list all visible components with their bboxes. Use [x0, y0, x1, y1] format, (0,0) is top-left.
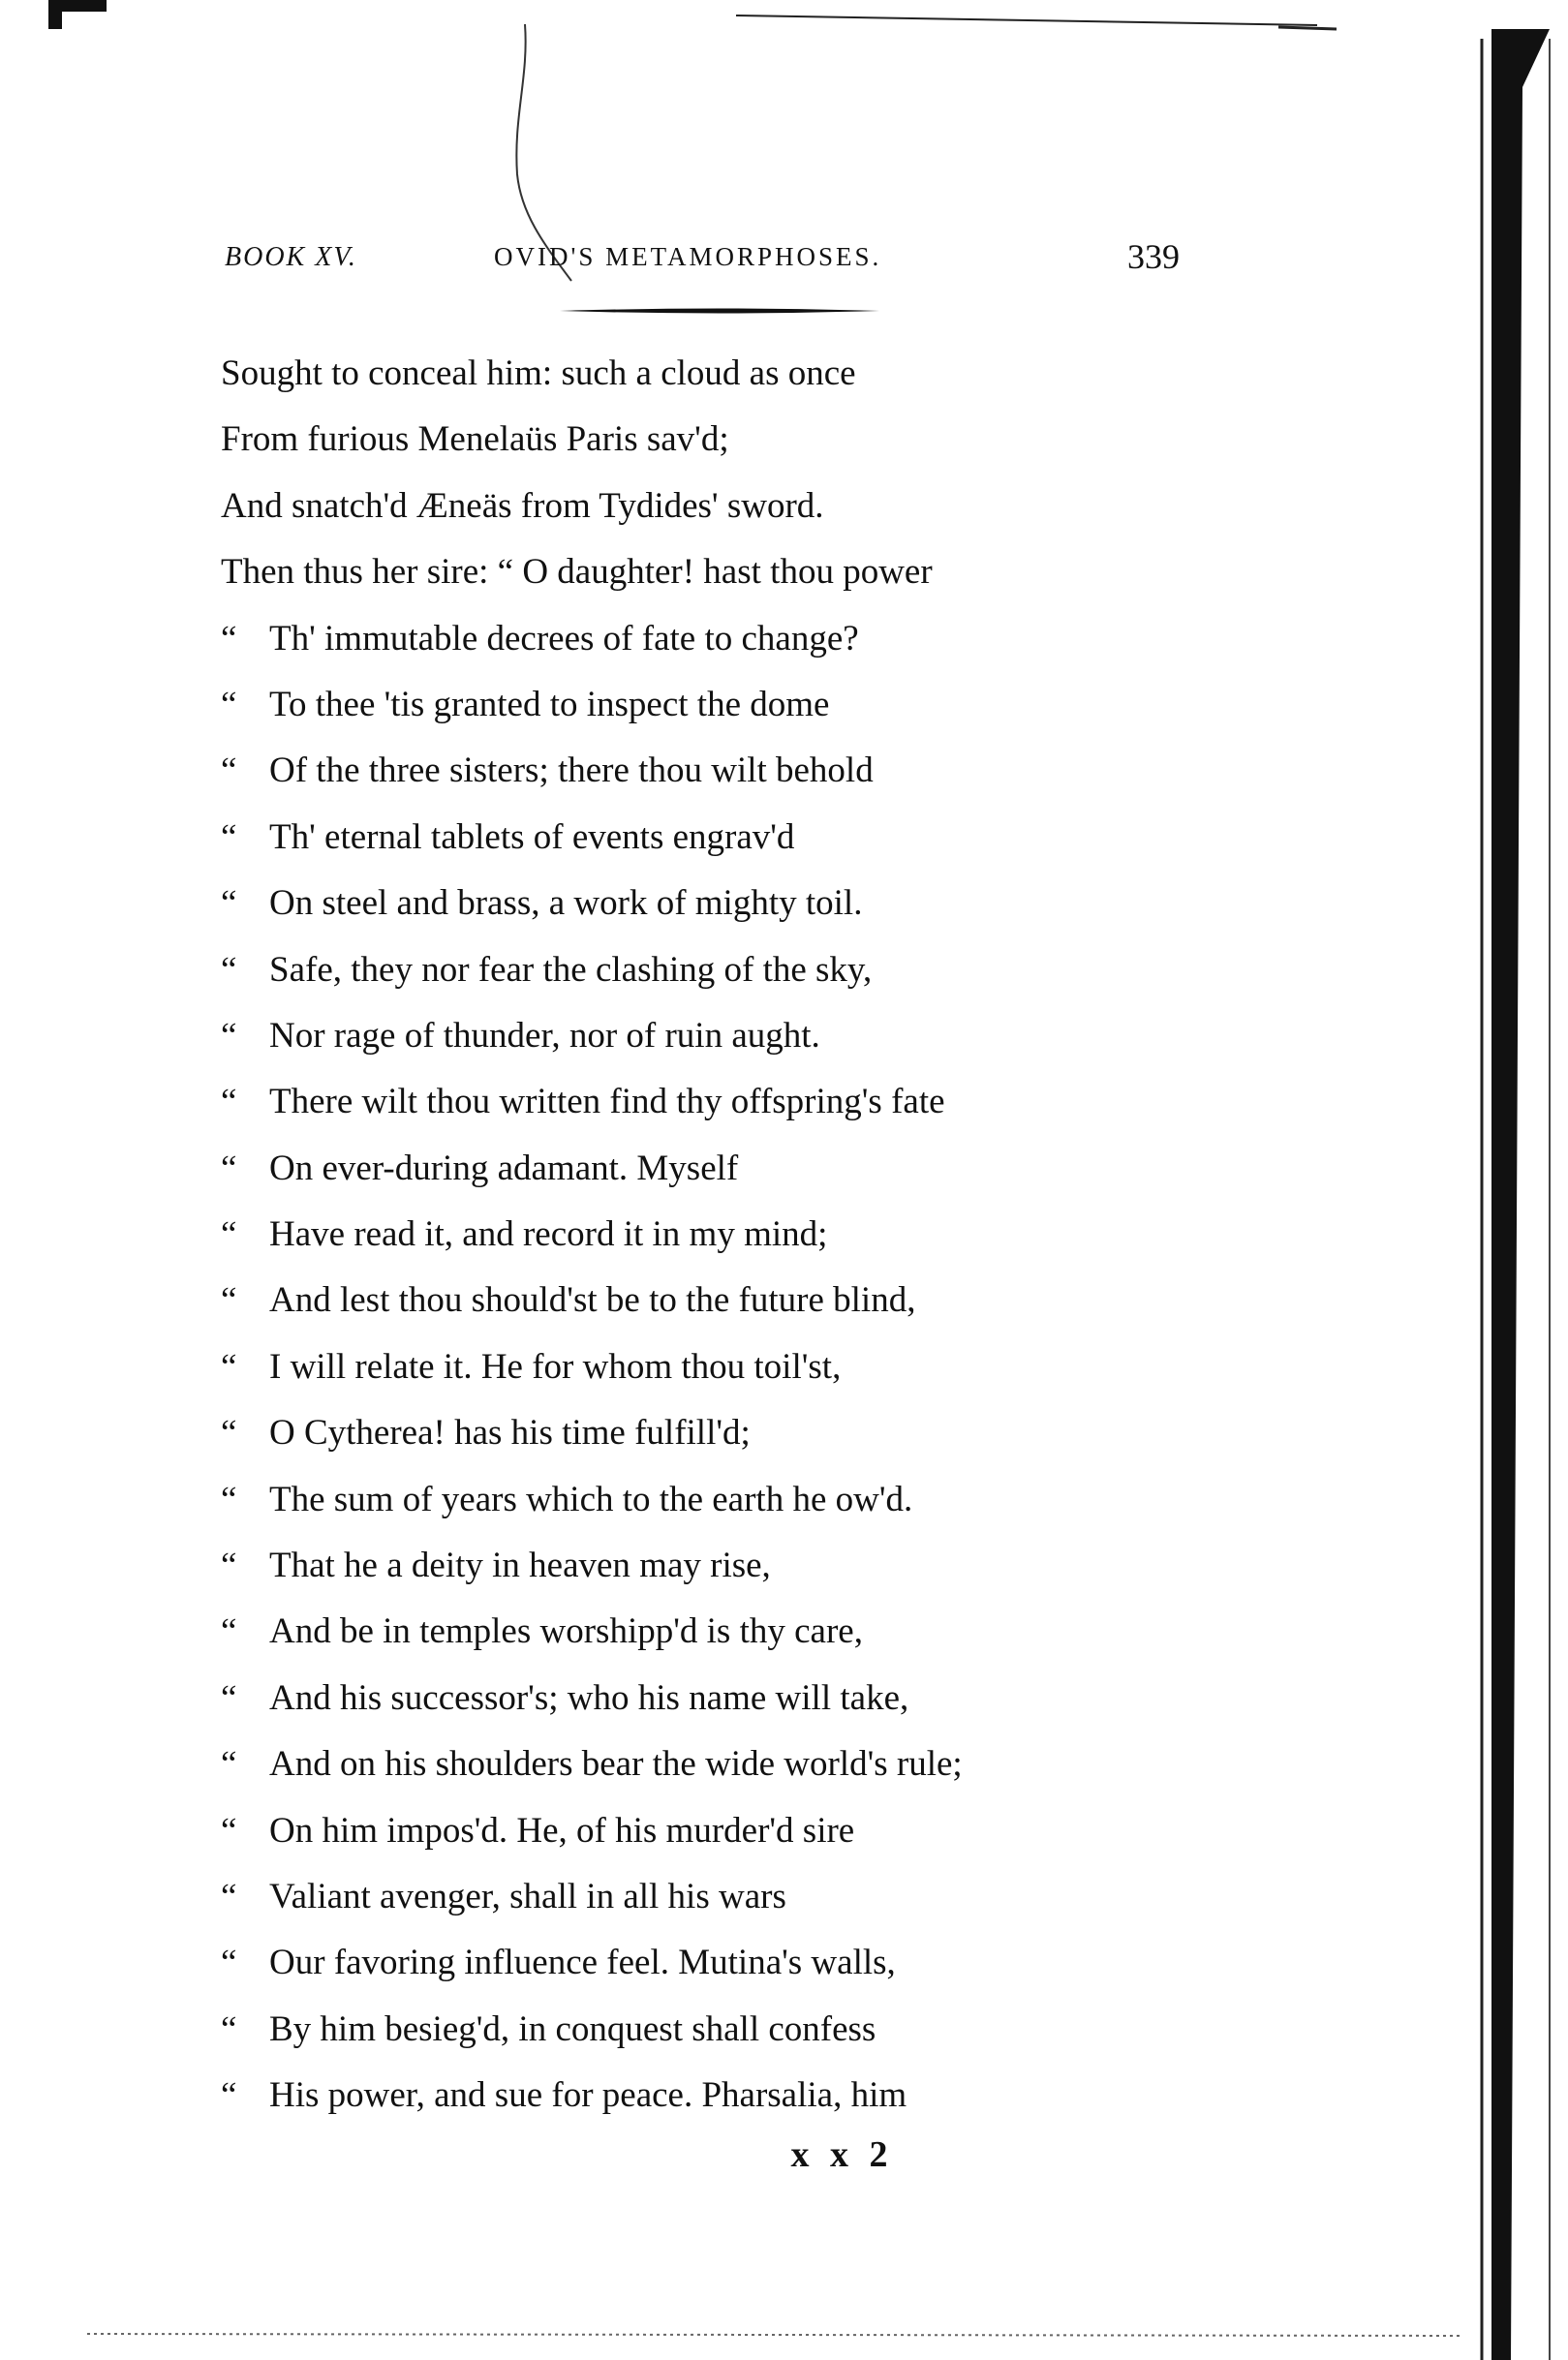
verse-line	[221, 1400, 1189, 1466]
verse-line	[221, 1467, 1189, 1533]
quotation-mark: “	[221, 1015, 237, 1056]
verse-line-text: And be in temples worshipp'd is thy care,	[269, 1611, 863, 1652]
verse-line	[221, 1930, 1189, 1996]
verse-line	[221, 1334, 1189, 1400]
running-header	[0, 237, 1568, 291]
verse-line	[221, 1533, 1189, 1599]
verse-line	[221, 1268, 1189, 1333]
quotation-mark: “	[221, 1413, 237, 1454]
top-edge-rule	[736, 12, 1337, 41]
verse-line-text: Th' immutable decrees of fate to change?	[269, 618, 859, 659]
verse-line	[221, 539, 1189, 605]
verse-line-text: And on his shoulders bear the wide world's rule;	[269, 1744, 963, 1785]
verse-line-text: O Cytherea! has his time fulfill'd;	[269, 1413, 751, 1454]
quotation-mark: “	[221, 2075, 237, 2116]
verse-line-text: And his successor's; who his name will take,	[269, 1677, 909, 1718]
verse-line-text: His power, and sue for peace. Pharsalia, him	[269, 2075, 907, 2116]
verse-line	[221, 1003, 1189, 1069]
corner-bracket-mark	[48, 0, 107, 29]
verse-text	[221, 341, 1189, 2130]
quotation-mark: “	[221, 1810, 237, 1851]
quotation-mark: “	[221, 1280, 237, 1321]
quotation-mark: “	[221, 1479, 237, 1519]
verse-line	[221, 672, 1189, 738]
book-number: BOOK XV.	[225, 242, 357, 272]
verse-line	[221, 606, 1189, 672]
verse-line-text: Nor rage of thunder, nor of ruin aught.	[269, 1015, 820, 1056]
verse-line	[221, 738, 1189, 804]
verse-line-text: Our favoring influence feel. Mutina's walls,	[269, 1943, 896, 1983]
quotation-mark: “	[221, 1546, 237, 1586]
verse-line	[221, 1997, 1189, 2063]
verse-line	[221, 1732, 1189, 1797]
verse-line	[221, 1069, 1189, 1135]
quotation-mark: “	[221, 1148, 237, 1188]
verse-line	[221, 1798, 1189, 1864]
verse-line	[221, 1599, 1189, 1665]
quotation-mark: “	[221, 1214, 237, 1255]
page-number: 339	[1127, 237, 1180, 276]
verse-line	[221, 871, 1189, 936]
quotation-mark: “	[221, 751, 237, 791]
verse-line-text: On ever-during adamant. Myself	[269, 1148, 739, 1188]
verse-line-text: Of the three sisters; there thou wilt behold	[269, 751, 874, 791]
verse-line	[221, 1864, 1189, 1930]
quotation-mark: “	[221, 1082, 237, 1122]
running-title: OVID'S METAMORPHOSES.	[494, 242, 882, 271]
verse-line	[221, 341, 1189, 407]
verse-line-text: I will relate it. He for whom thou toil'st,	[269, 1346, 842, 1387]
header-ornamental-rule	[560, 306, 879, 316]
quotation-mark: “	[221, 1346, 237, 1387]
verse-line	[221, 1136, 1189, 1202]
verse-line-text: Safe, they nor fear the clashing of the sky,	[269, 949, 873, 990]
quotation-mark: “	[221, 1876, 237, 1916]
quotation-mark: “	[221, 618, 237, 659]
quotation-mark: “	[221, 883, 237, 924]
quotation-mark: “	[221, 684, 237, 724]
verse-line-text: Valiant avenger, shall in all his wars	[269, 1876, 786, 1916]
quotation-mark: “	[221, 1677, 237, 1718]
verse-line	[221, 1666, 1189, 1732]
verse-line-text: By him besieg'd, in conquest shall confess	[269, 2008, 876, 2049]
verse-line	[221, 805, 1189, 871]
bottom-edge-speckle	[87, 2324, 1462, 2344]
verse-line-text: There wilt thou written find thy offspring's fate	[269, 1082, 945, 1122]
quotation-mark: “	[221, 816, 237, 857]
verse-line-text: And snatch'd Æneäs from Tydides' sword.	[221, 485, 824, 526]
quotation-mark: “	[221, 1611, 237, 1652]
verse-line	[221, 407, 1189, 473]
quotation-mark: “	[221, 949, 237, 990]
verse-line-text: The sum of years which to the earth he ow'd.	[269, 1479, 913, 1519]
verse-line-text: On steel and brass, a work of mighty toil.	[269, 883, 863, 924]
verse-line-text: On him impos'd. He, of his murder'd sire	[269, 1810, 855, 1851]
quotation-mark: “	[221, 1943, 237, 1983]
verse-line-text: Have read it, and record it in my mind;	[269, 1214, 828, 1255]
verse-line-text: Th' eternal tablets of events engrav'd	[269, 816, 795, 857]
verse-line	[221, 474, 1189, 539]
verse-line-text: Sought to conceal him: such a cloud as once	[221, 353, 856, 393]
quotation-mark: “	[221, 2008, 237, 2049]
verse-line	[221, 1202, 1189, 1268]
page-binding-edge	[1453, 0, 1568, 2360]
printer-signature: x x 2	[790, 2134, 894, 2175]
verse-line-text: That he a deity in heaven may rise,	[269, 1546, 771, 1586]
verse-line	[221, 937, 1189, 1003]
verse-line-text: To thee 'tis granted to inspect the dome	[269, 684, 830, 724]
verse-line-text: From furious Menelaüs Paris sav'd;	[221, 419, 729, 460]
verse-line-text: Then thus her sire: “ O daughter! hast thou power	[221, 552, 933, 593]
quotation-mark: “	[221, 1744, 237, 1785]
verse-line	[221, 2063, 1189, 2129]
verse-line-text: And lest thou should'st be to the future blind,	[269, 1280, 916, 1321]
